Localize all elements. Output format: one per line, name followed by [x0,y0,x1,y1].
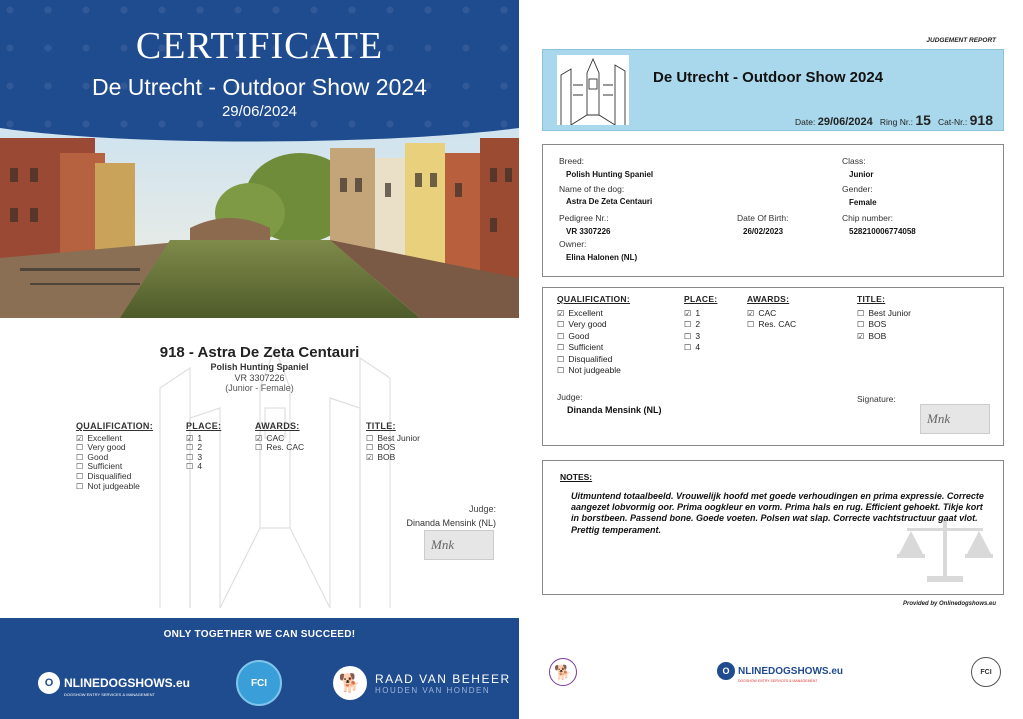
cert-awards-option: ☑ CAC [255,432,285,443]
rep-title-option: ☐ Best Junior [857,307,911,318]
signature-scribble: Mnk [927,411,951,426]
checkbox-icon: ☐ [366,443,374,453]
report-header [542,49,1004,131]
dom-tower-sketch [557,55,629,125]
checkbox-icon: ☐ [557,343,565,352]
checkbox-icon: ☑ [255,433,263,443]
judging-card [542,287,1004,446]
cert-awards-header: AWARDS: [255,421,300,431]
cert-title-option: ☐ BOS [366,442,396,453]
checkbox-icon: ☐ [557,354,565,364]
provided-by: Provided by Onlinedogshows.eu [902,601,996,607]
rep-qualification-option: ☐ Sufficient [557,342,604,352]
rep-title-option: ☐ BOS [857,319,887,329]
report-footer-logos [519,650,1023,700]
cert-qualification-option: ☐ Not judgeable [76,480,140,491]
cert-qualification-option: ☐ Very good [76,442,126,453]
certificate-show-name: De Utrecht - Outdoor Show 2024 [92,74,427,100]
checkbox-icon: ☐ [76,452,84,462]
detail-pedigree: VR 3307226 [566,227,611,236]
checkbox-icon: ☑ [857,331,865,341]
cert-awards-option: ☐ Res. CAC [255,442,305,453]
detail-dog-name: Astra De Zeta Centauri [566,197,653,206]
onlinedogshows-logo: O NLINEDOGSHOWS.eu DOGSHOW ENTRY SERVICES & MANAGEMENT [717,662,843,680]
checkbox-icon: ☐ [186,462,194,472]
checkbox-icon: ☑ [76,433,84,443]
cert-qualification-header: QUALIFICATION: [76,421,154,431]
detail-class: Junior [849,170,874,179]
checkbox-icon: ☐ [366,433,374,443]
fci-logo: FCI [236,660,282,706]
cert-title-group [366,422,420,462]
checkbox-icon: ☑ [366,452,374,462]
detail-gender: Female [849,198,877,207]
cert-place-header: PLACE: [186,421,222,431]
dog-icon: 🐕 [333,666,367,700]
rep-judge-name: Dinanda Mensink (NL) [567,405,662,415]
checkbox-icon: ☐ [684,320,692,329]
cert-qualification-option: ☐ Good [76,451,109,462]
checkbox-icon: ☐ [76,481,84,491]
notes-card [542,460,1004,595]
checkbox-icon: ☑ [684,308,692,318]
checkbox-icon: ☐ [186,443,194,453]
cert-judge-name: Dinanda Mensink (NL) [406,518,496,528]
checkbox-icon: ☐ [557,366,565,375]
certificate-footer [0,618,519,719]
checkbox-icon: ☐ [684,343,692,352]
checkbox-icon: ☐ [76,443,84,453]
checkbox-icon: ☑ [557,308,565,318]
dog-heading: 918 - Astra De Zeta Centauri [159,344,360,361]
onlinedogshows-logo: O NLINEDOGSHOWS.eu DOGSHOW ENTRY SERVICES & MANAGEMENT [38,670,190,696]
dog-breed: Polish Hunting Spaniel [210,362,309,372]
certificate-date: 29/06/2024 [221,103,298,120]
detail-dob: 26/02/2023 [743,227,784,236]
rep-place-group: PLACE: ☑ 1 ☐ 2 ☐ 3 ☐ 4 [684,294,718,352]
rep-signature-label: Signature: [857,394,896,404]
detail-chip: 528210006774058 [849,227,916,236]
certificate-body [0,318,519,618]
cert-title-header: TITLE: [366,421,396,431]
detail-breed: Polish Hunting Spaniel [566,170,654,179]
raad-van-beheer-icon: 🐕 [549,658,577,686]
cert-qualification-group [76,422,153,491]
report-date: 29/06/2024 [817,116,873,128]
rep-awards-option: ☐ Res. CAC [747,319,797,329]
report-meta: Date: 29/06/2024 Ring Nr.: 15 Cat-Nr.: 918 [795,112,993,128]
judgement-report [519,0,1023,719]
rep-qualification-option: ☐ Good [557,330,590,341]
checkbox-icon: ☐ [857,308,865,318]
cert-qualification-option: ☐ Disqualified [76,470,132,481]
checkbox-icon: ☐ [684,331,692,341]
cert-qualification-option: ☐ Sufficient [76,461,123,472]
rep-title-group: TITLE: ☐ Best Junior ☐ BOS ☑ BOB [857,294,911,341]
dog-class-gender: (Junior - Female) [225,383,294,393]
checkbox-icon: ☐ [557,320,565,329]
paw-circle-icon: O [38,672,60,694]
dog-pedigree: VR 3307226 [234,373,285,383]
checkbox-icon: ☐ [76,471,84,481]
checkbox-icon: ☐ [76,462,84,472]
notes-header: NOTES: [560,472,593,482]
checkbox-icon: ☐ [255,443,263,453]
paw-circle-icon: O [717,662,735,680]
scales-of-justice-icon [897,514,993,586]
report-show-name: De Utrecht - Outdoor Show 2024 [653,69,884,86]
cert-judge-label: Judge: [468,504,496,514]
fci-logo: FCI [971,657,1001,687]
checkbox-icon: ☑ [747,308,755,318]
cert-qualification-option: ☑ Excellent [76,432,122,443]
report-label: JUDGEMENT REPORT [926,37,996,44]
rep-awards-group: AWARDS: ☑ CAC ☐ Res. CAC [747,294,797,329]
signature-scribble: Mnk [431,537,455,552]
cert-awards-group [255,422,304,453]
cert-place-option: ☐ 4 [186,461,203,472]
report-ring: 15 [915,112,931,128]
rep-qualification-option: ☐ Very good [557,319,607,329]
rep-judge-label: Judge: [557,392,583,402]
rep-qualification-option: ☐ Disqualified [557,353,613,364]
rep-qualification-option: ☑ Excellent [557,307,603,318]
cert-place-group [186,422,221,472]
notes-text: Uitmuntend totaalbeeld. Vrouwelijk hoofd met goede verhoudingen en prima expressie. Correcte aangezet lobvormig oor. Prima oogkleur en vorm. Prima hals en rug. Efficient gehoekt. Tikje kort in borstbeen. Passend bone. Goede voeten. Polsen wat slap. Correcte vachtstructuur gaat vlot. Prettig temperament. [571,491,984,535]
cert-signature [424,530,494,560]
certificate-title: CERTIFICATE [135,25,384,67]
cert-place-option: ☐ 3 [186,451,203,462]
rep-place-option: ☐ 4 [684,342,701,352]
rep-qualification-group: QUALIFICATION: ☑ Excellent ☐ Very good ☐ Good ☐ Sufficient ☐ Disqualified ☐ Not judgeable [557,294,630,375]
checkbox-icon: ☐ [557,331,565,341]
rep-awards-option: ☑ CAC [747,307,777,318]
checkbox-icon: ☑ [186,433,194,443]
dog-details-card: Breed: Polish Hunting Spaniel Name of the dog: Astra De Zeta Centauri Pedigree Nr.: VR 3307226 Owner: Elina Halonen (NL) Date Of Birth: 26/02/2023 Class: Junior Gender: Female Chip number: 528210006774058 [542,144,1004,277]
rep-place-option: ☐ 3 [684,330,701,341]
report-cat: 918 [969,112,993,128]
slogan: ONLY TOGETHER WE CAN SUCCEED! [163,629,356,640]
canal-photo [0,128,519,318]
cert-title-option: ☑ BOB [366,451,396,462]
rep-title-option: ☑ BOB [857,330,887,341]
checkbox-icon: ☐ [747,320,755,329]
checkbox-icon: ☐ [186,452,194,462]
raad-van-beheer-logo: 🐕 RAAD VAN BEHEER HOUDEN VAN HONDEN [333,666,511,700]
checkbox-icon: ☐ [857,320,865,329]
rep-place-option: ☐ 2 [684,319,701,329]
detail-owner: Elina Halonen (NL) [566,253,638,262]
rep-qualification-option: ☐ Not judgeable [557,365,621,375]
cert-place-option: ☐ 2 [186,442,203,453]
cert-place-option: ☑ 1 [186,432,203,443]
cert-title-option: ☐ Best Junior [366,432,420,443]
rep-place-option: ☑ 1 [684,307,701,318]
rep-signature [920,404,990,434]
